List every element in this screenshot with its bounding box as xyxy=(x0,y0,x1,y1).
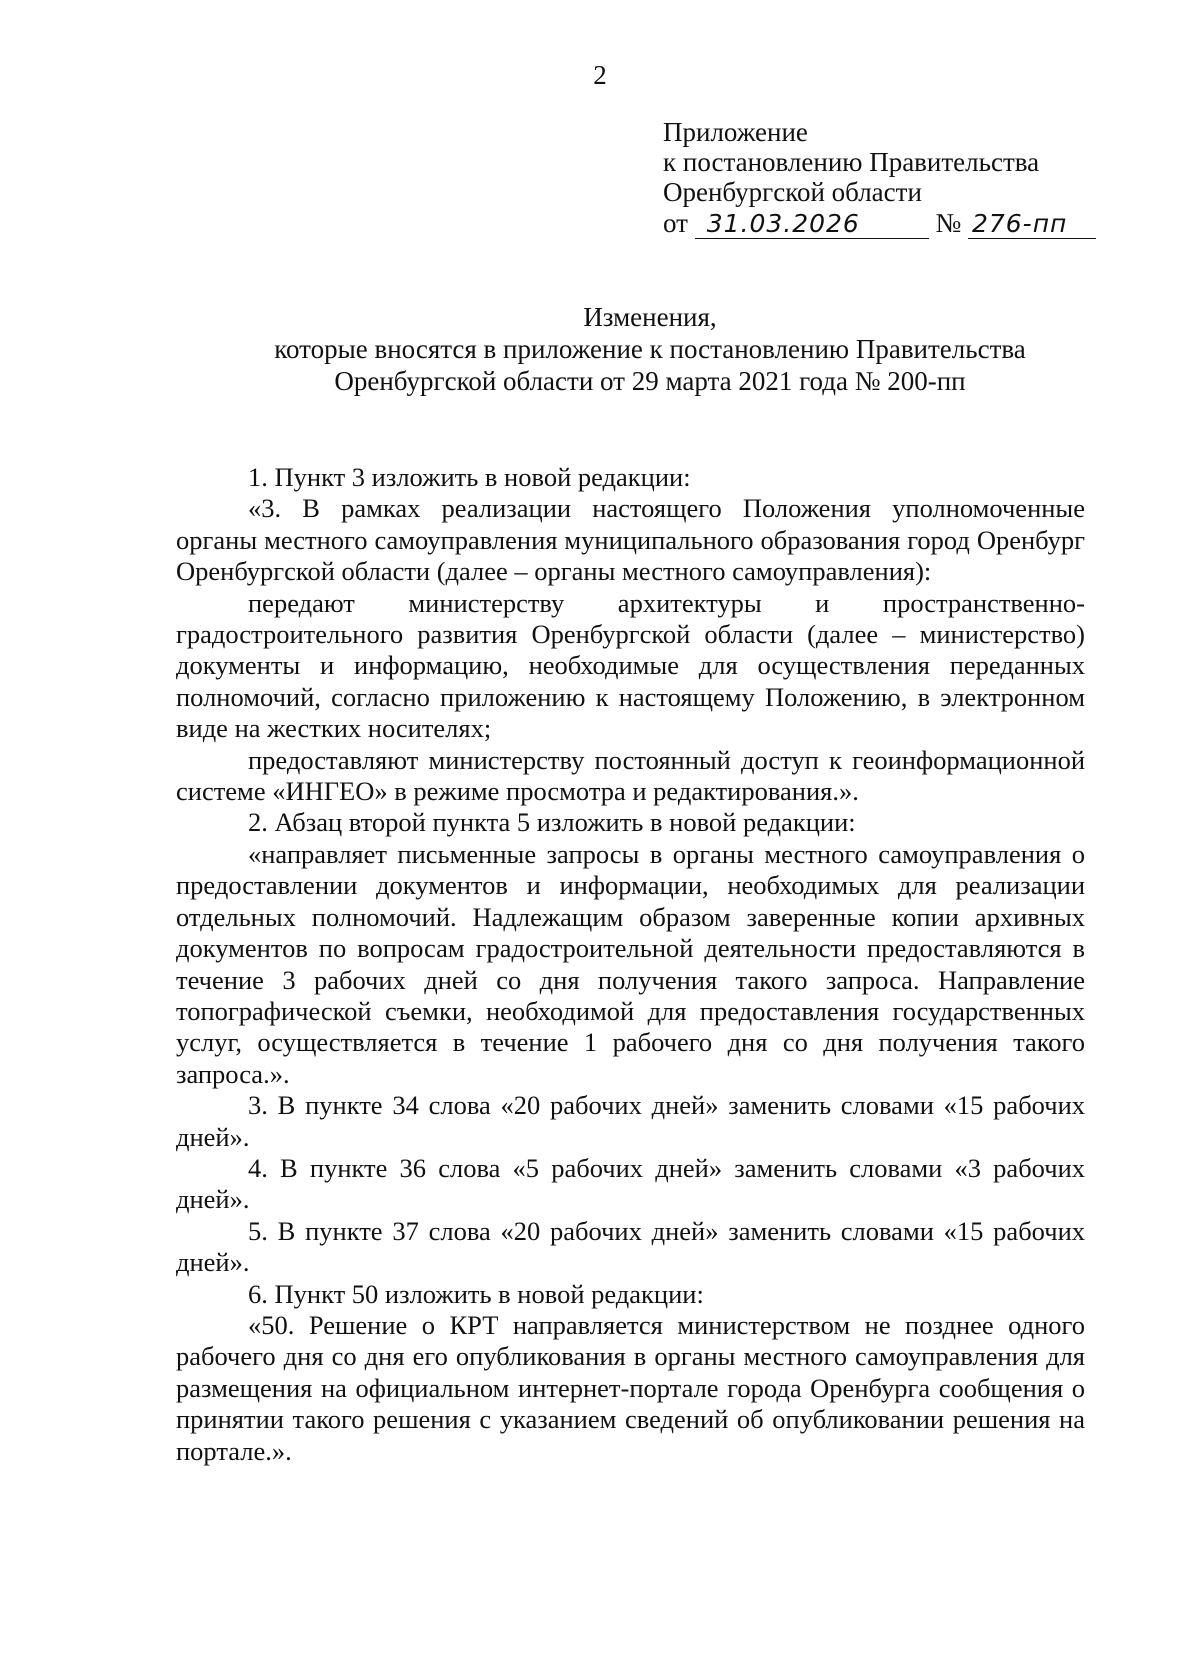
paragraph-8: 4. В пункте 36 слова «5 рабочих дней» заменить словами «3 рабочих дней». xyxy=(176,1152,1085,1215)
document-title xyxy=(240,301,1060,397)
paragraph-10: 6. Пункт 50 изложить в новой редакции: xyxy=(248,1278,704,1309)
title-line-3: Оренбургской области от 29 марта 2021 года № 200-пп xyxy=(334,366,966,396)
paragraph-3: передают министерству архитектуры и пространственно-градостроительного развития Оренбургской области (далее – министерство) документы и информацию, необходимые для осуществления переданных полномочий, согласно приложению к настоящему Положению, в электронном виде на жестких носителях; xyxy=(176,587,1085,744)
title-line-1: Изменения, xyxy=(583,302,717,332)
paragraph-9: 5. В пункте 37 слова «20 рабочих дней» заменить словами «15 рабочих дней». xyxy=(176,1215,1085,1278)
appendix-date-number-line xyxy=(663,208,1096,239)
appendix-block xyxy=(663,117,1096,239)
title-line-2: которые вносятся в приложение к постановлению Правительства xyxy=(274,334,1026,364)
paragraph-11: «50. Решение о КРТ направляется министерством не позднее одного рабочего дня со дня его опубликования в органы местного самоуправления для размещения на официальном интернет-портале города Оренбурга сообщения о принятии такого решения с указанием сведений об опубликовании решения на портале.». xyxy=(176,1309,1085,1466)
paragraph-2: «3. В рамках реализации настоящего Положения уполномоченные органы местного самоуправления муниципального образования город Оренбург Оренбургской области (далее – органы местного самоуправления): xyxy=(176,493,1085,587)
paragraph-1: 1. Пункт 3 изложить в новой редакции: xyxy=(248,462,691,492)
paragraph-4: предоставляют министерству постоянный доступ к геоинформационной системе «ИНГЕО» в режиме просмотра и редактирования.». xyxy=(176,744,1085,807)
handwritten-date: 31.03.2026 xyxy=(695,210,929,239)
handwritten-number: 276-пп xyxy=(968,210,1096,239)
page-number: 2 xyxy=(593,60,607,90)
paragraph-5: 2. Абзац второй пункта 5 изложить в новой редакции: xyxy=(248,807,856,838)
number-label: № xyxy=(935,208,962,238)
paragraph-6: «направляет письменные запросы в органы местного самоуправления о предоставлении документов и информации, необходимых для реализации отдельных полномочий. Надлежащим образом заверенные копии архивных документов по вопросам градостроительной деятельности предоставляются в течение 3 рабочих дней со дня получения такого запроса. Направление топографической съемки, необходимой для предоставления государственных услуг, осуществляется в течение 1 рабочего дня со дня получения такого запроса.». xyxy=(176,838,1085,1089)
from-label: от xyxy=(663,208,688,238)
appendix-title: Приложение xyxy=(663,117,808,147)
paragraph-7: 3. В пункте 34 слова «20 рабочих дней» заменить словами «15 рабочих дней». xyxy=(176,1090,1085,1152)
document-body xyxy=(176,462,1085,1467)
appendix-region: Оренбургской области xyxy=(663,177,922,207)
appendix-reference: к постановлению Правительства xyxy=(663,147,1040,177)
